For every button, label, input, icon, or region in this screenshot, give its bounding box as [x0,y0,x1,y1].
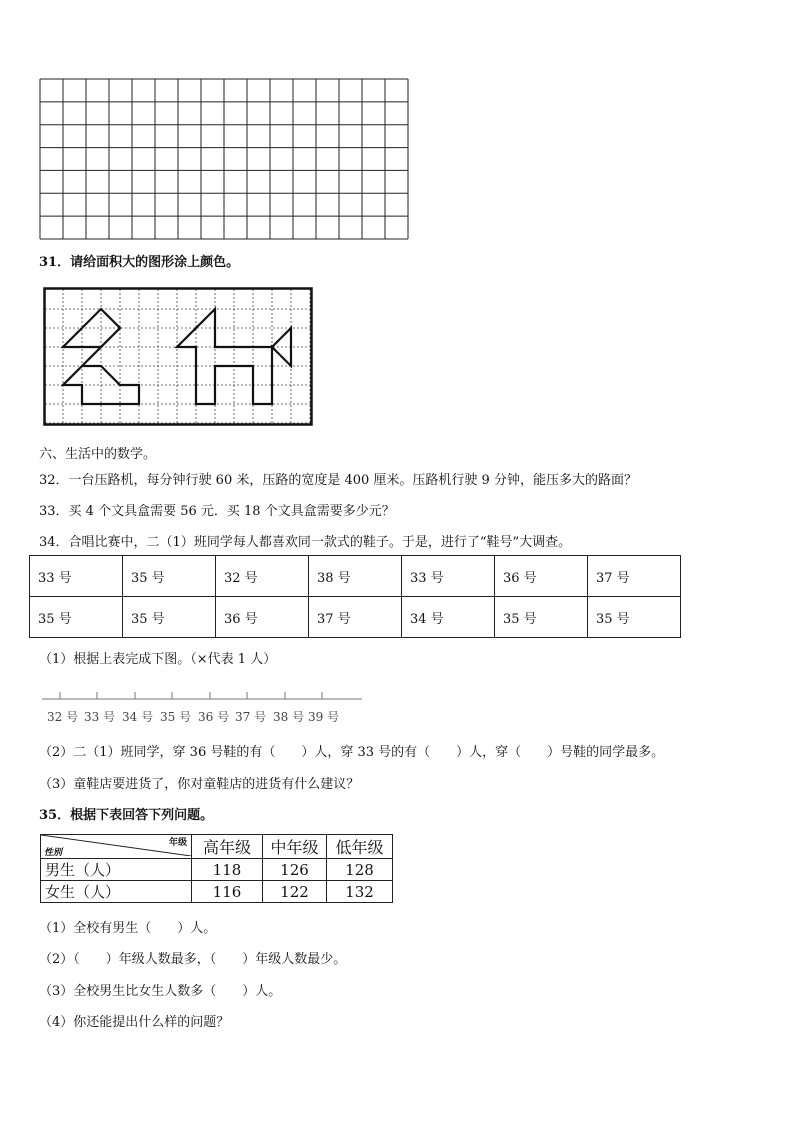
table-cell: 37 号 [309,597,402,638]
corner-bottom-label: 性别 [44,848,63,858]
question-35-sub1: （1）全校有男生（ ）人。 [39,921,217,936]
table-cell: 33 号 [30,556,123,597]
table-cell: 128 [327,859,393,881]
shapes-figure [43,287,313,427]
number-line-label: 34 号 [122,710,154,724]
row-label: 男生（人） [41,859,192,881]
table-corner-cell [41,835,192,859]
question-35-sub2: （2）（ ）年级人数最多，（ ）年级人数最少。 [39,952,347,967]
table-cell: 33 号 [402,556,495,597]
table-cell: 32 号 [216,556,309,597]
question-35-sub3: （3）全校男生比女生人数多（ ）人。 [39,984,282,999]
table-cell: 126 [263,859,327,881]
number-line-label: 33 号 [84,710,116,724]
table-header: 低年级 [327,835,393,859]
question-33: 33．买 4 个文具盒需要 56 元．买 18 个文具盒需要多少元？ [39,504,395,519]
number-line-label: 39 号 [308,710,340,724]
table-row [30,556,681,597]
number-line-label: 35 号 [160,710,192,724]
table-cell: 37 号 [588,556,681,597]
table-cell: 35 号 [495,597,588,638]
section-6-title: 六、生活中的数学。 [39,447,157,462]
table-cell: 132 [327,881,393,903]
question-34-sub2: （2）二（1）班同学，穿 36 号鞋的有（ ）人，穿 33 号的有（ ）人，穿（ ）号鞋的同学最多。 [39,745,665,760]
question-34-sub3: （3）童鞋店要进货了，你对童鞋店的进货有什么建议？ [39,777,360,792]
number-line-label: 38 号 [273,710,305,724]
table-cell: 35 号 [123,597,216,638]
question-32: 32．一台压路机，每分钟行驶 60 米，压路的宽度是 400 厘米。压路机行驶 9 分钟，能压多大的路面？ [39,473,637,488]
table-cell: 35 号 [123,556,216,597]
table-cell: 38 号 [309,556,402,597]
table-cell: 122 [263,881,327,903]
grade-table [40,834,393,903]
question-31: 31．请给面积大的图形涂上颜色。 [39,255,240,270]
table-cell: 118 [192,859,263,881]
row-label: 女生（人） [41,881,192,903]
table-cell: 34 号 [402,597,495,638]
number-line-label: 37 号 [235,710,267,724]
number-line-label: 32 号 [47,710,79,724]
shoe-size-table [29,555,681,638]
table-row [41,859,393,881]
table-cell: 35 号 [588,597,681,638]
table-row [30,597,681,638]
question-35-sub4: （4）你还能提出什么样的问题？ [39,1015,230,1030]
table-header: 中年级 [263,835,327,859]
table-row [41,835,393,859]
table-cell: 36 号 [495,556,588,597]
table-cell: 35 号 [30,597,123,638]
table-cell: 116 [192,881,263,903]
number-line [40,690,370,704]
table-cell: 36 号 [216,597,309,638]
number-line-label: 36 号 [198,710,230,724]
corner-top-label: 年级 [168,838,187,848]
question-34: 34．合唱比赛中，二（1）班同学每人都喜欢同一款式的鞋子。于是，进行了“鞋号”大调查。 [39,535,572,550]
answer-grid [39,78,409,240]
question-35: 35．根据下表回答下列问题。 [39,808,214,823]
table-row [41,881,393,903]
table-header: 高年级 [192,835,263,859]
question-34-sub1: （1）根据上表完成下图。（×代表 1 人） [39,652,277,667]
